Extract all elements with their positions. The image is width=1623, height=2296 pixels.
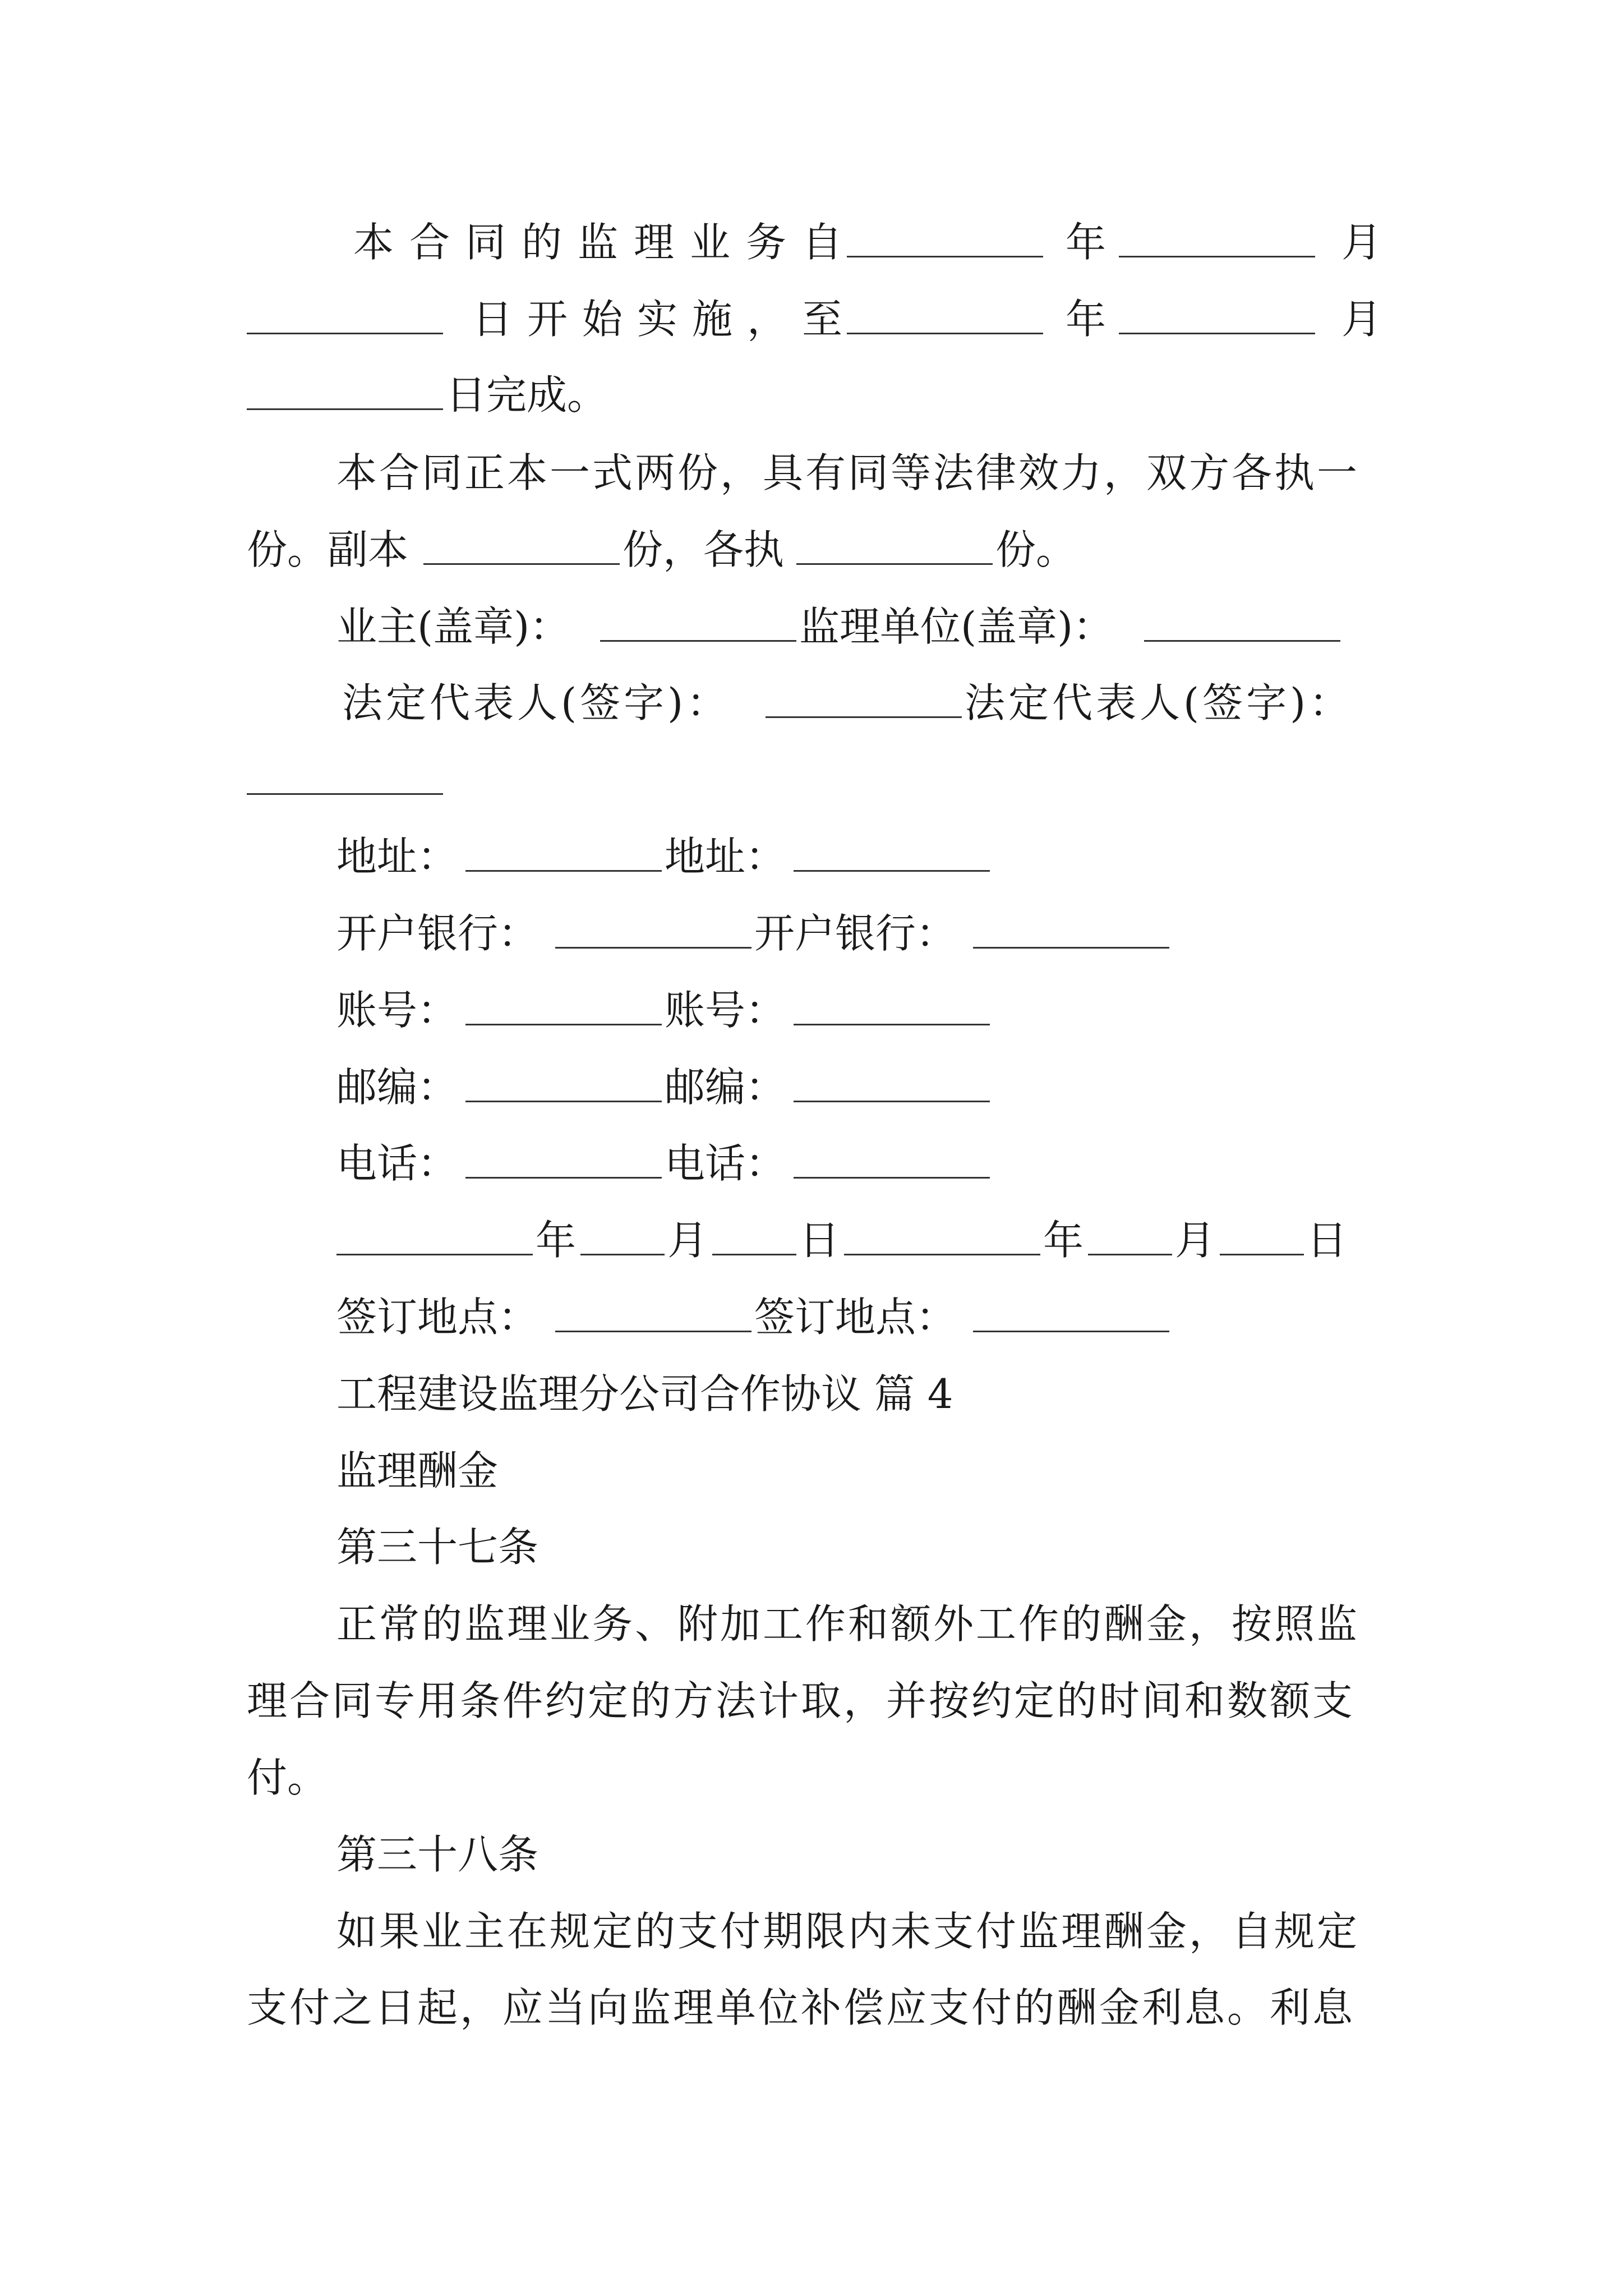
blank-postcode-left: [465, 1101, 662, 1102]
period-text-mid: 日开始实施，至: [472, 296, 857, 343]
account-right-label: 账号：: [665, 987, 786, 1034]
account-left-label: 账号：: [336, 987, 458, 1034]
chapter-title-line: [0, 1437, 1623, 1504]
blank-bank-right: [973, 947, 1169, 949]
address-left-label: 地址：: [336, 833, 458, 880]
bank-right-label: 开户银行：: [754, 910, 957, 957]
rep-blank-line: [0, 746, 1623, 813]
blank-date-left-month: [580, 1254, 665, 1255]
blank-date-left-year: [336, 1254, 533, 1255]
period-month-label: 月: [1341, 219, 1382, 266]
blank-place-right: [973, 1331, 1169, 1332]
date-line: [0, 1207, 1623, 1274]
article37-text-3: 付。: [247, 1754, 328, 1801]
postcode-right-label: 邮编：: [665, 1064, 786, 1111]
section-title: 工程建设监理分公司合作协议 篇 4: [336, 1370, 953, 1418]
postcode-left-label: 邮编：: [336, 1064, 458, 1111]
blank-place-left: [555, 1331, 751, 1332]
article37-title-line: [0, 1513, 1623, 1581]
account-line: [0, 977, 1623, 1044]
article38-title-line: [0, 1821, 1623, 1888]
blank-date-right-day: [1220, 1254, 1304, 1255]
article37-text-1: 正常的监理业务、附加工作和额外工作的酬金，按照监: [336, 1600, 1360, 1648]
blank-account-right: [794, 1024, 990, 1025]
phone-left-label: 电话：: [336, 1140, 458, 1187]
article37-line-1: [0, 1590, 1623, 1658]
copies-text-4: 份。: [995, 526, 1077, 573]
blank-date-right-month: [1088, 1254, 1172, 1255]
article38-line-1: [0, 1898, 1623, 1965]
copies-text-2: 份。副本: [247, 526, 409, 573]
article37-line-3: [0, 1744, 1623, 1811]
place-right-label: 签订地点：: [754, 1294, 957, 1341]
supervisor-seal-label: 监理单位(盖章)：: [799, 603, 1114, 650]
blank-phone-right: [794, 1177, 990, 1179]
copies-text-3: 份，各执: [623, 526, 785, 573]
blank-owner-seal: [600, 640, 796, 642]
period-text-start: 本合同的监理业务自: [353, 219, 859, 266]
date-right-day-label: 日: [1307, 1217, 1348, 1264]
place-line: [0, 1283, 1623, 1351]
article37-line-2: [0, 1667, 1623, 1734]
blank-date-right-year: [844, 1254, 1040, 1255]
date-right-month-label: 月: [1175, 1217, 1216, 1264]
period-line-1: [0, 209, 1623, 276]
blank-end-year: [847, 333, 1043, 334]
rep-line: [0, 669, 1623, 737]
blank-postcode-right: [794, 1101, 990, 1102]
bank-line: [0, 900, 1623, 967]
date-left-month-label: 月: [667, 1217, 708, 1264]
blank-address-left: [465, 870, 662, 872]
article37-title: 第三十七条: [336, 1524, 539, 1571]
date-left-year-label: 年: [536, 1217, 577, 1264]
period-line-3: [0, 361, 1623, 429]
article38-text-2: 支付之日起，应当向监理单位补偿应支付的酬金利息。利息: [247, 1984, 1355, 2031]
period-year-label: 年: [1066, 219, 1106, 266]
copies-line-1: [0, 439, 1623, 507]
blank-rep-left: [766, 716, 962, 718]
phone-line: [0, 1130, 1623, 1197]
blank-start-year: [847, 256, 1043, 257]
blank-address-right: [794, 870, 990, 872]
blank-account-left: [465, 1024, 662, 1025]
blank-supervisor-seal: [1144, 640, 1340, 642]
phone-right-label: 电话：: [665, 1140, 786, 1187]
blank-rep-right: [247, 793, 443, 795]
chapter-title: 监理酬金: [336, 1447, 499, 1494]
period-end-year-label: 年: [1066, 296, 1106, 343]
blank-copies-each: [796, 563, 993, 565]
blank-end-day: [247, 408, 443, 410]
place-left-label: 签订地点：: [336, 1294, 539, 1341]
article38-text-1: 如果业主在规定的支付期限内未支付监理酬金，自规定: [336, 1908, 1360, 1955]
article38-line-2: [0, 1974, 1623, 2041]
blank-start-month: [1119, 256, 1315, 257]
bank-left-label: 开户银行：: [336, 910, 539, 957]
article38-title: 第三十八条: [336, 1831, 539, 1878]
blank-end-month: [1119, 333, 1315, 334]
blank-bank-left: [555, 947, 751, 949]
blank-phone-left: [465, 1177, 662, 1179]
period-end-month-label: 月: [1341, 296, 1382, 343]
date-left-day-label: 日: [799, 1217, 840, 1264]
blank-copies-count: [423, 563, 620, 565]
copies-text-1: 本合同正本一式两份，具有同等法律效力，双方各执一: [336, 449, 1360, 496]
address-right-label: 地址：: [665, 833, 786, 880]
copies-line-2: [0, 516, 1623, 583]
rep-left-label: 法定代表人(签字)：: [342, 679, 731, 726]
date-right-year-label: 年: [1043, 1217, 1084, 1264]
postcode-line: [0, 1053, 1623, 1121]
address-line: [0, 823, 1623, 890]
article37-text-2: 理合同专用条件约定的方法计取，并按约定的时间和数额支: [247, 1677, 1355, 1724]
seal-line: [0, 593, 1623, 660]
blank-start-day: [247, 333, 443, 334]
owner-seal-label: 业主(盖章)：: [336, 603, 570, 650]
section-title-line: [0, 1360, 1623, 1428]
rep-right-label: 法定代表人(签字)：: [965, 679, 1353, 726]
period-text-end: 日完成。: [446, 371, 608, 418]
blank-date-left-day: [712, 1254, 796, 1255]
period-line-2: [0, 286, 1623, 353]
